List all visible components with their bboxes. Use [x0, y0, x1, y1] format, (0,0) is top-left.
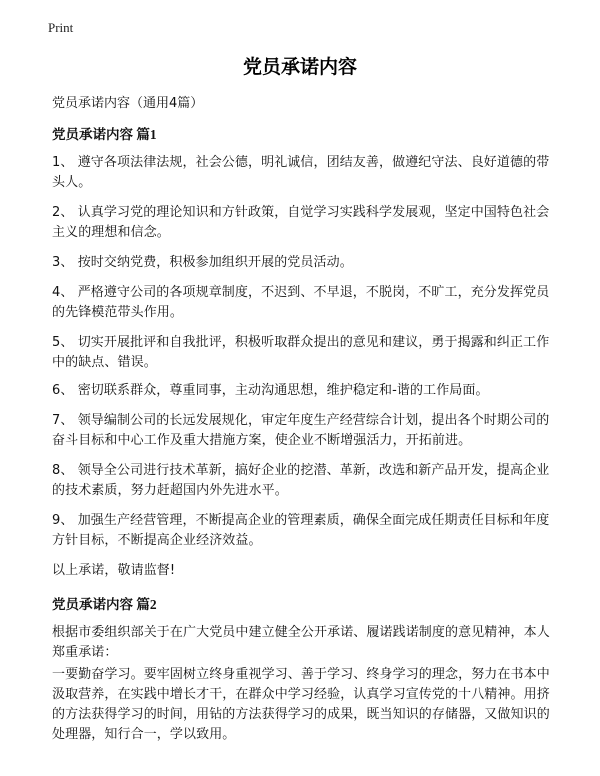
- commitment-item-5: 5、 切实开展批评和自我批评，积极听取群众提出的意见和建议，勇于揭露和纠正工作中的缺点、错误。: [52, 335, 550, 370]
- commitment-item-4: 4、 严格遵守公司的各项规章制度，不迟到、不早退，不脱岗，不旷工，充分发挥党员的先锋模范带头作用。: [52, 285, 550, 320]
- commitment-item-9: 9、 加强生产经营管理，不断提高企业的管理素质，确保全面完成任期责任目标和年度方针目标，不断提高企业经济效益。: [52, 513, 550, 548]
- commitment-item-6: 6、 密切联系群众，尊重同事，主动沟通思想，维护稳定和-谐的工作局面。: [52, 383, 489, 398]
- commitment-item-2: 2、 认真学习党的理论知识和方针政策，自觉学习实践科学发展观，坚定中国特色社会主义的理想和信念。: [52, 205, 550, 240]
- commitment-item-3: 3、 按时交纳党费，积极参加组织开展的党员活动。: [52, 255, 353, 270]
- print-label[interactable]: Print: [48, 20, 74, 35]
- section-1-closing: 以上承诺，敬请监督!: [52, 563, 176, 578]
- section-1-heading: 党员承诺内容 篇1: [52, 127, 157, 142]
- section-2-intro: 根据市委组织部关于在广大党员中建立健全公开承诺、履诺践诺制度的意见精神，本人郑重承诺：: [52, 625, 550, 660]
- commitment-item-8: 8、 领导全公司进行技术革新，搞好企业的挖潜、革新，改选和新产品开发，提高企业的技术素质，努力赶超国内外先进水平。: [52, 463, 550, 498]
- document-subtitle: 党员承诺内容（通用4篇）: [52, 96, 204, 111]
- section-2-paragraph-1: 一要勤奋学习。要牢固树立终身重视学习、善于学习、终身学习的理念，努力在书本中汲取营养，在实践中增长才干，在群众中学习经验，认真学习宣传党的十八精神。用挤的方法获得学习的时间，用钻的方法获得学习的成果，既当知识的存储器，又做知识的处理器，知行合一，学以致用。: [52, 667, 550, 742]
- section-2-heading: 党员承诺内容 篇2: [52, 597, 157, 612]
- document-title: 党员承诺内容: [242, 56, 357, 78]
- commitment-item-7: 7、 领导编制公司的长远发展规化，审定年度生产经营综合计划，提出各个时期公司的奋斗目标和中心工作及重大措施方案，使企业不断增强活力，开拓前进。: [52, 413, 550, 448]
- commitment-item-1: 1、 遵守各项法律法规，社会公德，明礼诚信，团结友善，做遵纪守法、良好道德的带头人。: [52, 155, 550, 190]
